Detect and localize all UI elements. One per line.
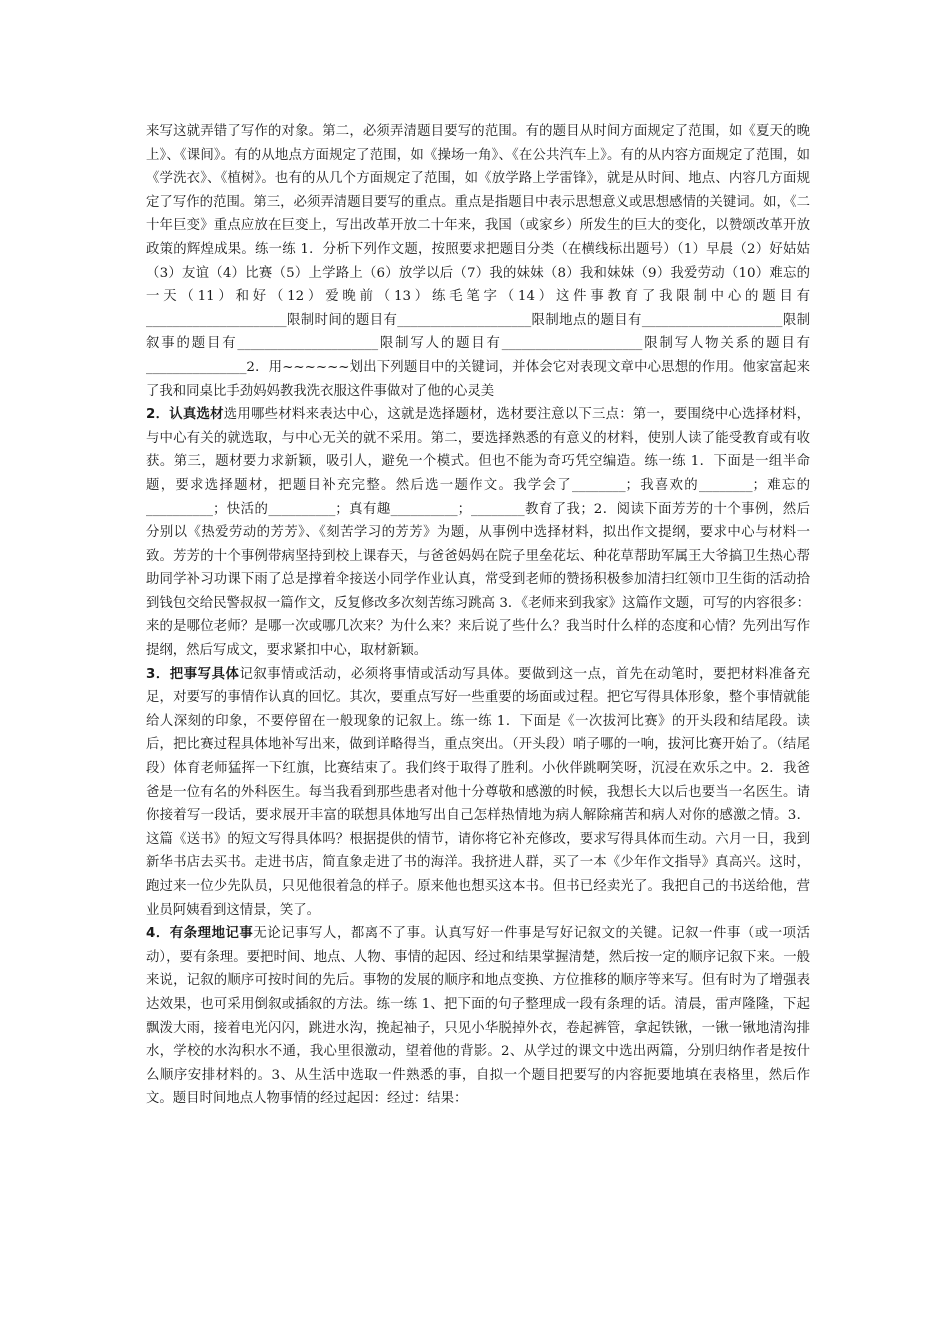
section-heading-concrete-writing: 3．把事写具体 xyxy=(146,666,240,682)
paragraph-material-selection xyxy=(146,403,810,663)
section-heading-material-selection: 2．认真选材 xyxy=(146,407,224,423)
document-body xyxy=(146,120,810,1111)
section-heading-orderly-narration: 4．有条理地记事 xyxy=(146,926,254,942)
paragraph-topic-scope: 来写这就弄错了写作的对象。第二，必须弄清题目要写的范围。有的题目从时间方面规定了范围，如《夏天的晚上》、《课间》。有的从地点方面规定了范围，如《操场一角》、《在公共汽车上》。有的从内容方面规定了范围，如《学洗衣》、《植树》。也有的从几个方面规定了范围，如《放学路上学雷锋》，就是从时间、地点、内容几方面规定了写作的范围。第三，必须弄清题目要写的重点。重点是指题目中表示思想意义或思想感情的关键词。如，《二十年巨变》重点应放在巨变上，写出改革开放二十年来，我国（或家乡）所发生的巨大的变化，以赞颂改革开放政策的辉煌成果。练一练 1．分析下列作文题，按照要求把题目分类（在横线标出题号）（1）早晨（2）好姑姑（3）友谊（4）比赛（5）上学路上（6）放学以后（7）我的妹妹（8）我和妹妹（9）我爱劳动（10）难忘的一天（11）和好（12）爱晚前（13）练毛笔字（14）这件事教育了我限制中心的题目有_____________________限制时间的题目有____________________限制地点的题目有_____________________限制叙事的题目有_____________________限制写人的题目有_____________________限制写人物关系的题目有_______________2．用~~~~~~划出下列题目中的关键词，并体会它对表现文章中心思想的作用。他家富起来了我和同桌比手劲妈妈教我洗衣服这件事做对了他的心灵美 xyxy=(146,124,810,399)
section-body-orderly-narration: 无论记事写人，都离不了事。认真写好一件事是写好记叙文的关键。记叙一件事（或一项活动），要有条理。要把时间、地点、人物、事情的起因、经过和结果掌握清楚，然后按一定的顺序记叙下来。一般来说，记叙的顺序可按时间的先后。事物的发展的顺序和地点变换、方位推移的顺序等来写。但有时为了增强表达效果，也可采用倒叙或插叙的方法。练一练 1、把下面的句子整理成一段有条理的话。清晨，雷声隆隆，下起飘泼大雨，接着电光闪闪，跳进水沟，挽起袖子，只见小华脱掉外衣，卷起裤管，拿起铁锹，一锹一锹地清沟排水，学校的水沟积水不通，我心里很激动，望着他的背影。2、从学过的课文中选出两篇，分别归纳作者是按什么顺序安排材料的。3、从生活中选取一件熟悉的事，自拟一个题目把要写的内容扼要地填在表格里，然后作文。题目时间地点人物事情的经过起因：经过：结果： xyxy=(146,926,811,1107)
paragraph-orderly-narration xyxy=(146,922,810,1111)
section-body-concrete-writing: 记叙事情或活动，必须将事情或活动写具体。要做到这一点，首先在动笔时，要把材料准备充足，对要写的事情作认真的回忆。其次，要重点写好一些重要的场面或过程。把它写得具体形象，整个事情就能给人深刻的印象，不要停留在一般现象的记叙上。练一练 1．下面是《一次拔河比赛》的开头段和结尾段。读后，把比赛过程具体地补写出来，做到详略得当，重点突出。（开头段）哨子哪的一响，拔河比赛开始了。（结尾段）体育老师猛挥一下红旗，比赛结束了。我们终于取得了胜利。小伙伴跳啊笑呀，沉浸在欢乐之中。2．我爸爸是一位有名的外科医生。每当我看到那些患者对他十分尊敬和感激的时候，我想长大以后也要当一名医生。请你接着写一段话，要求展开丰富的联想具体地写出自己怎样热情地为病人解除痛苦和病人对你的感激之情。3．这篇《送书》的短文写得具体吗？根据提供的情节，请你将它补充修改，要求写得具体而生动。六月一日，我到新华书店去买书。走进书店，简直象走进了书的海洋。我挤进人群，买了一本《少年作文指导》真高兴。这时，跑过来一位少先队员，只见他很着急的样子。原来他也想买这本书。但书已经卖光了。我把自己的书送给他，营业员阿姨看到这情景，笑了。 xyxy=(146,666,810,918)
section-body-material-selection: 选用哪些材料来表达中心，这就是选择题材，选材要注意以下三点：第一，要围绕中心选择材料，与中心有关的就选取，与中心无关的就不采用。第二，要选择熟悉的有意义的材料，使别人读了能受教育或有收获。第三，题材要力求新颖，吸引人，避免一个模式。但也不能为奇巧凭空编造。练一练 1．下面是一组半命题，要求选择题材，把题目补充完整。然后选一题作文。我学会了________；我喜欢的________；难忘的__________；快活的__________；真有趣__________；________教育了我；2．阅读下面芳芳的十个事例，然后分别以《热爱劳动的芳芳》、《刻苦学习的芳芳》为题，从事例中选择材料，拟出作文提纲，要求中心与材料一致。芳芳的十个事例带病坚持到校上课春天，与爸爸妈妈在院子里垒花坛、种花草帮助军属王大爷搞卫生热心帮助同学补习功课下雨了总是撑着伞接送小同学作业认真，常受到老师的赞扬积极参加清扫红领巾卫生街的活动拾到钱包交给民警叔叔一篇作文，反复修改多次刻苦练习跳高 3．《老师来到我家》这篇作文题，可写的内容很多：来的是哪位老师？是哪一次或哪几次来？为什么来？来后说了些什么？我当时什么样的态度和心情？先列出写作提纲，然后写成文，要求紧扣中心，取材新颖。 xyxy=(146,407,810,659)
paragraph-concrete-writing xyxy=(146,663,810,923)
